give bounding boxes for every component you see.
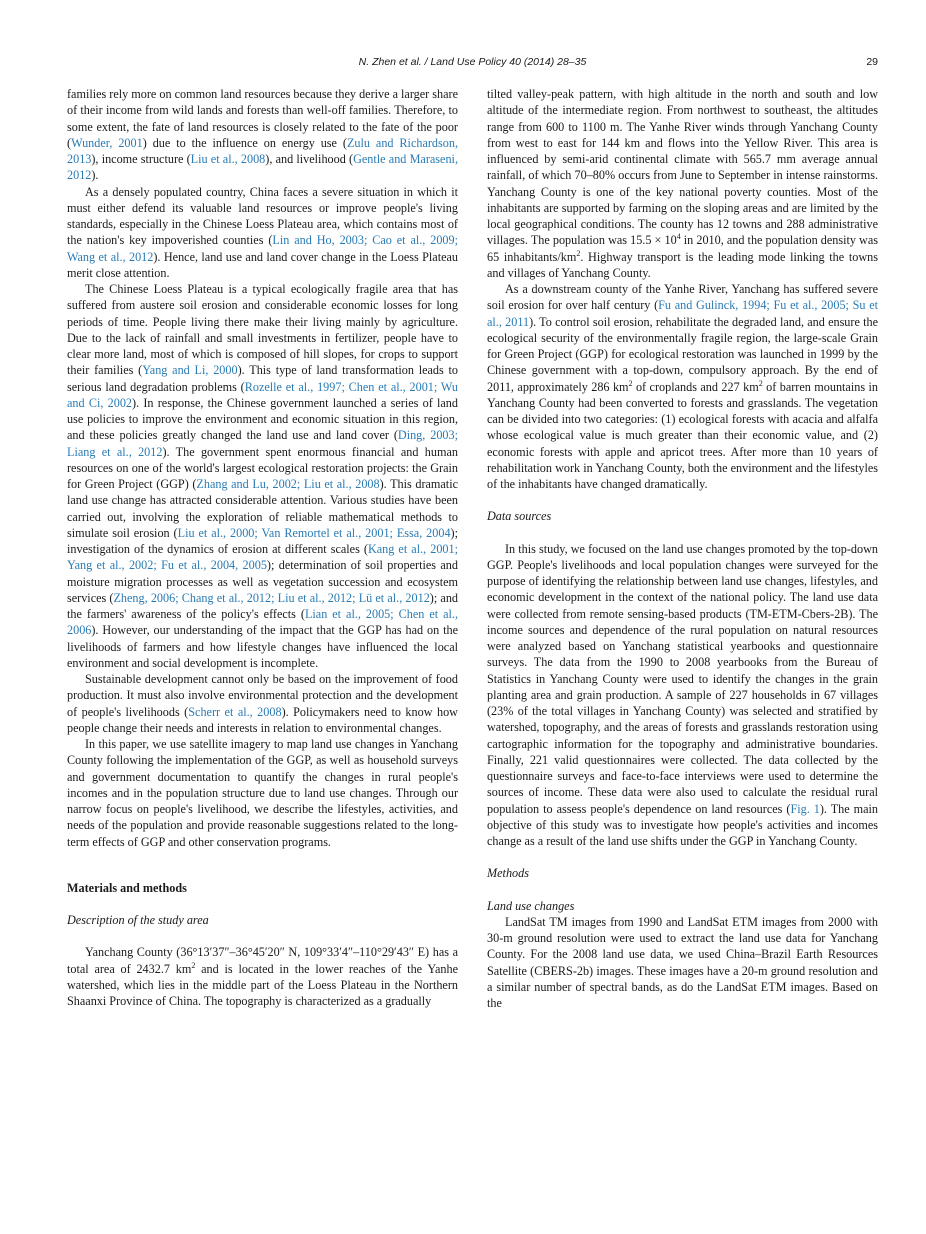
paragraph: As a densely populated country, China faces a severe situation in which it must either defend its valuable land resources or improve people's living standards, especially in the Chinese Loess Plateau area, which contains most of the nation's key impoverished counties (Lin and Ho, 2003; Cao et al., 2009; Wang et al., 2012). Hence, land use and land cover change in the Loess Plateau merit close attention. <box>67 184 458 280</box>
paragraph: The Chinese Loess Plateau is a typical ecologically fragile area that has suffered from austere soil erosion and considerable economic losses for long periods of time. People living there make their living mainly by agriculture. Due to the lack of rainfall and small investments in fertilizer, people have to clear more land, most of which is composed of hill slopes, for crops to support their families (Yang and Li, 2000). This type of land transformation leads to serious land degradation problems (Rozelle et al., 1997; Chen et al., 2001; Wu and Ci, 2002). In response, the Chinese government launched a series of land use policies to improve the environment and economic situation in this region, and these policies greatly changed the land use and land cover (Ding, 2003; Liang et al., 2012). The government spent enormous financial and human resources on one of the world's largest ecological restoration projects: the Grain for Green Project (GGP) (Zhang and Lu, 2002; Liu et al., 2008). This dramatic land use change has attracted considerable attention. Various studies have been carried out, involving the exploration of reliable mathematical methods to simulate soil erosion (Liu et al., 2000; Van Remortel et al., 2001; Essa, 2004); investigation of the dynamics of erosion at different scales (Kang et al., 2001; Yang et al., 2002; Fu et al., 2004, 2005); determination of soil properties and moisture migration processes as well as vegetation succession and ecosystem services (Zheng, 2006; Chang et al., 2012; Liu et al., 2012; Lü et al., 2012); and the farmers' awareness of the policy's effects (Lian et al., 2005; Chen et al., 2006). However, our understanding of the impact that the GGP has had on the livelihoods of farmers and how lifestyle changes have influenced the local environment and social development is incomplete. <box>67 282 459 670</box>
paragraph: Sustainable development cannot only be based on the improvement of food production. It must also involve environmental protection and the development of people's livelihoods (Scherr et al., 2008). Policymakers need to know how people change their needs and interests in relation to environmental changes. <box>67 672 458 735</box>
citation-link[interactable]: Gentle and Maraseni, 2012 <box>67 152 458 183</box>
citation-link[interactable]: Lian et al., 2005; Chen et al., 2006 <box>67 607 458 638</box>
citation-link[interactable]: Lin and Ho, 2003; Cao et al., 2009; Wang et al., 2012 <box>67 233 458 264</box>
citation-link[interactable]: Zheng, 2006; Chang et al., 2012; Liu et al., 2012; Lü et al., 2012 <box>113 590 430 605</box>
paragraph: In this paper, we use satellite imagery to map land use changes in Yanchang County following the implementation of the GGP, as well as household surveys and government documentation to quantify the changes in rural people's incomes and in the population structure due to land use changes. Through our narrow focus on people's livelihood, we describe the lifestyles, activities, and needs of the population and provide reasonable suggestions related to the long-term effects of GGP and other conservation programs. <box>67 737 458 849</box>
left-column <box>67 86 458 1009</box>
paragraph: LandSat TM images from 1990 and LandSat ETM images from 2000 with 30-m ground resolution were used to extract the land use data for Yanchang County. For the 2008 land use data, we used China–Brazil Earth Resources Satellite (CBERS-2b) images. These images have a 20-m ground resolution and a similar number of spectral bands, as do the LandSat ETM images. Based on the <box>487 914 878 1010</box>
subsubsection-heading: Land use changes <box>487 898 575 913</box>
citation-link[interactable]: Scherr et al., 2008 <box>188 704 282 719</box>
citation-link[interactable]: Zulu and Richardson, 2013 <box>67 135 458 166</box>
section-heading: Materials and methods <box>67 880 187 895</box>
paragraph: Yanchang County (36°13′37″–36°45′20″ N, 109°33′4″–110°29′43″ E) has a total area of 2432.7 $km^2$ and is located in the lower reaches of the Yanhe watershed, which lies in the middle part of the Loess Plateau in the Northern Shaanxi Province of China. The topography is characterized as a gradually <box>67 945 458 1008</box>
running-title: N. Zhen et al. / Land Use Policy 40 (2014) 28–35 <box>358 56 587 68</box>
paragraph: tilted valley-peak pattern, with high altitude in the north and south and low altitude of the intermediate region. From northwest to southeast, the altitudes range from 600 to 1100 m. The Yanhe River winds through Yanchang County from west to east for 144 km and flows into the Yellow River. This area is influenced by semi-arid continental climate with 565.7 mm average annual rainfall, of which 70–80% occurs from June to September in intense rainstorms. Yanchang County is one of the key national poverty counties. Most of the inhabitants are supported by farming on the sloping areas and are limited by the local geographical conditions. The county has 12 towns and 288 administrative villages. The population was $15.5 \times 10^4$ in 2010, and the population density was 65 inhabitants/$km^2$. Highway transport is the leading mode linking the towns and villages of Yanchang County. <box>487 87 879 280</box>
citation-link[interactable]: Ding, 2003; Liang et al., 2012 <box>67 428 458 459</box>
right-column <box>487 86 878 1011</box>
paragraph: families rely more on common land resources because they derive a larger share of their income from wild lands and forests than well-off families. Therefore, to some extent, the fate of land resources is closely related to the fate of the poor (Wunder, 2001) due to the influence on energy use (Zulu and Richardson, 2013), income structure (Liu et al., 2008), and livelihood (Gentle and Maraseni, 2012). <box>67 87 458 183</box>
subsection-heading: Data sources <box>487 509 552 524</box>
figure-link[interactable]: Fig. 1 <box>790 801 820 816</box>
citation-link[interactable]: Yang and Li, 2000 <box>142 363 238 378</box>
citation-link[interactable]: Kang et al., 2001; Yang et al., 2002; Fu et al., 2004, 2005 <box>67 542 458 573</box>
page-header <box>67 56 878 72</box>
page-number: 29 <box>866 56 878 68</box>
citation-link[interactable]: Liu et al., 2008 <box>190 152 266 166</box>
paragraph: In this study, we focused on the land use changes promoted by the top-down GGP. People's livelihoods and local population changes were surveyed for the purpose of identifying the relationship between land use changes, lifestyles, and economic development in the context of the national policy. The land use data were collected from remote sensing-based products (TM-ETM-Cbers-2B). The income sources and dependence of the rural population on natural resources were analyzed based on Yanchang statistical yearbooks and questionnaire surveys. The data from the 1990 to 2008 yearbooks from the Bureau of Statistics in Yanchang County were used to identify the changes in the grain planting area and grain production. A sample of 227 households in 67 villages (23% of the total villages in Yanchang County) was selected and stratified by watershed, topography, and the areas of forests and grasslands restoration using cartographic information for the topography and administrative boundaries. Finally, 221 valid questionnaires were collected. The data collected by the questionnaire surveys and face-to-face interviews were used to determine the sources of income. These data were also used to calculate the residual rural population to assess people's dependence on land resources (Fig. 1). The main objective of this study was to investigate how people's activities and incomes change as a result of the land use shifts under the GGP in Yanchang County. <box>487 541 879 848</box>
citation-link[interactable]: Wunder, 2001 <box>71 135 143 150</box>
citation-link[interactable]: Rozelle et al., 1997; Chen et al., 2001; Wu and Ci, 2002 <box>67 379 458 410</box>
subsection-heading: Description of the study area <box>67 913 209 927</box>
paragraph: As a downstream county of the Yanhe River, Yanchang has suffered severe soil erosion for over half century (Fu and Gulinck, 1994; Fu et al., 2005; Su et al., 2011). To control soil erosion, rehabilitate the degraded land, and ensure the ecological security of the environmentally fragile region, the large-scale Grain for Green Project (GGP) for ecological restoration was launched in 1999 by the Chinese government with a top-down, compulsory approach. By the end of 2011, approximately 286 $km^2$ of croplands and 227 $km^2$ of barren mountains in Yanchang County had been converted to forests and grasslands. The vegetation can be divided into two categories: (1) ecological forests with acacia and alfalfa whose ecological value is much greater than their economic value, and (2) economic forests with apple and apricot trees. After more than 10 years of rehabilitation work in Yanchang County, both the environment and the lifestyles of the inhabitants have changed dramatically. <box>487 282 879 491</box>
subsection-heading: Methods <box>487 866 529 881</box>
citation-link[interactable]: Zhang and Lu, 2002; Liu et al., 2008 <box>196 477 380 491</box>
citation-link[interactable]: Liu et al., 2000; Van Remortel et al., 2001; Essa, 2004 <box>177 525 451 540</box>
citation-link[interactable]: Fu and Gulinck, 1994; Fu et al., 2005; Su et al., 2011 <box>487 298 879 329</box>
